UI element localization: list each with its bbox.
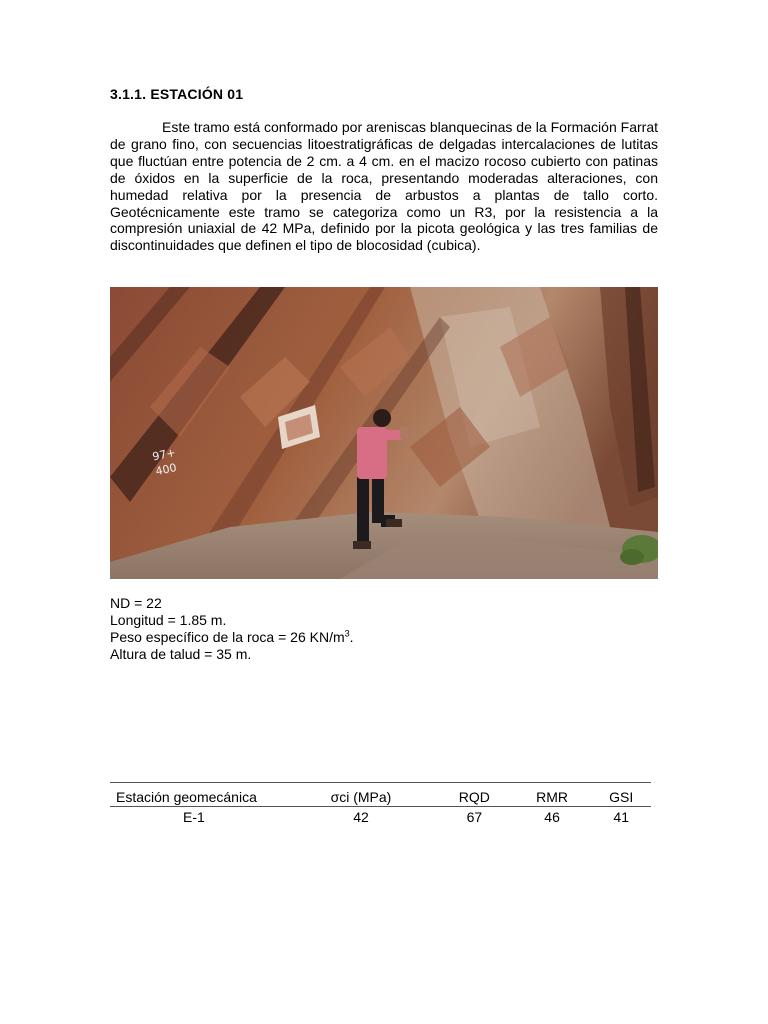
geomechanical-table — [110, 782, 651, 825]
table-row — [110, 807, 651, 826]
cell-gsi: 41 — [613, 809, 629, 825]
header-rmr: RMR — [513, 783, 592, 807]
cell-rqd: 67 — [466, 809, 483, 825]
description-paragraph — [110, 119, 658, 254]
cell-sigma-ci: 42 — [353, 809, 369, 825]
header-estacion: Estación geomecánica — [110, 783, 286, 807]
rock-outcrop-photo — [110, 287, 658, 579]
rock-properties — [110, 595, 354, 663]
header-gsi: GSI — [591, 783, 651, 807]
property-altura: Altura de talud = 35 m. — [110, 646, 252, 662]
property-nd: ND = 22 — [110, 595, 162, 611]
cell-rmr: 46 — [544, 809, 560, 825]
section-heading: 3.1.1. ESTACIÓN 01 — [110, 86, 244, 102]
header-rqd: RQD — [436, 783, 513, 807]
property-longitud: Longitud = 1.85 m. — [110, 612, 227, 628]
cell-estacion: E-1 — [183, 809, 205, 825]
property-peso-especifico: Peso específico de la roca = 26 $KN/m^3$. — [110, 628, 354, 645]
rock-marking-text: 97+ 400 — [151, 445, 178, 479]
table-header-row — [110, 783, 651, 807]
description-text: Este tramo está conformado por areniscas blanquecinas de la Formación Farrat de grano fino, con secuencias litoestratigráficas de delgadas intercalaciones de lutitas que fluctúan entre potencia de 2 cm. a 4 cm. en el macizo rocoso cubierto con patinas de óxidos en la superficie de la roca, presentando moderadas alteraciones, con humedad relativa por la presencia de arbustos a plantas de tallo corto. Geotécnicamente este tramo se categoriza como un R3, por la resistencia a la compresión uniaxial de 42 MPa, definido por la picota geológica y las tres familias de discontinuidades que definen el tipo de blocosidad (cubica). — [110, 119, 658, 254]
header-sigma-ci: σci (MPa) — [286, 783, 436, 807]
